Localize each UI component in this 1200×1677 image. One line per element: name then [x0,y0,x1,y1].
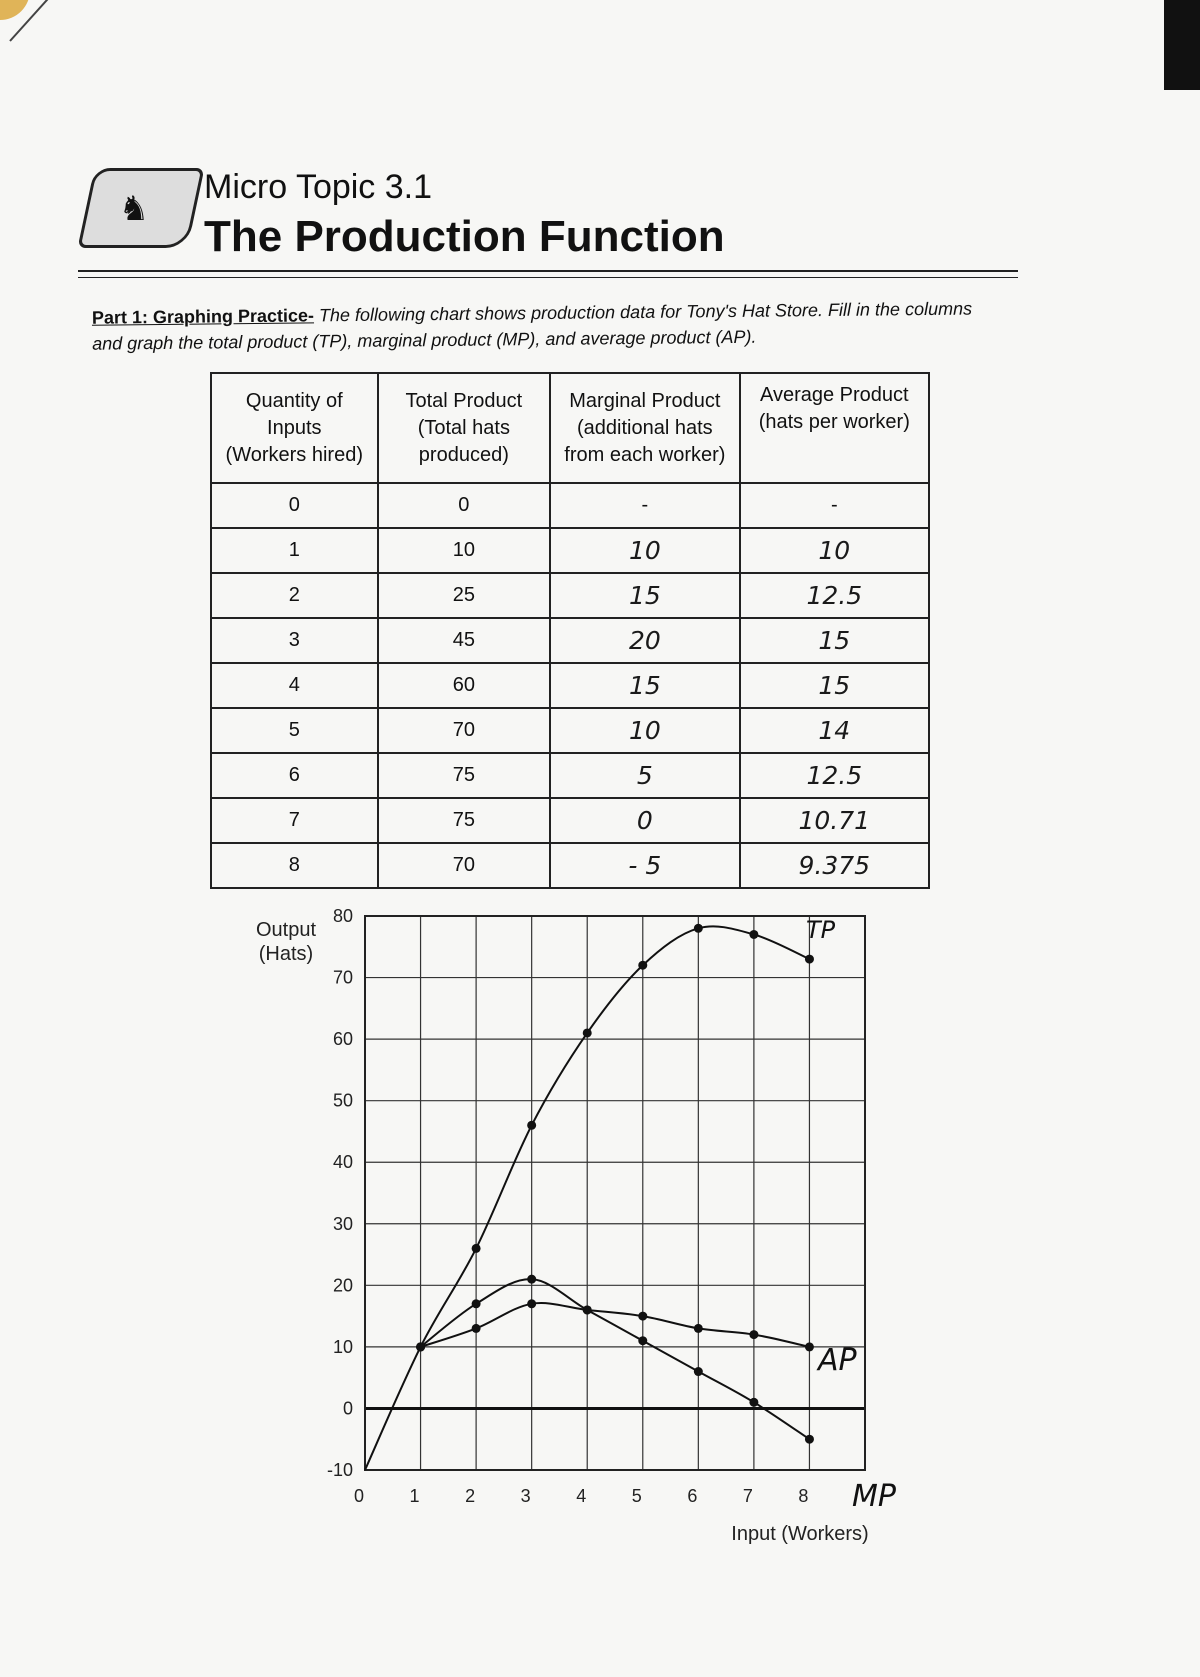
instructions [92,295,992,356]
header-line: produced) [418,443,509,466]
chart-ticks [327,906,808,1506]
header-line: Total Product [405,389,523,412]
cell-marginal-product[interactable]: 15 [550,663,739,708]
cell-average-product: - [740,483,929,528]
header-quantity-of-inputs [211,373,378,483]
topic-label: Micro Topic 3.1 [204,168,433,206]
cell-total-product: 75 [378,798,551,843]
y-tick-label: 80 [332,906,353,926]
table-header-row [211,373,929,483]
y-tick-label: 50 [332,1090,353,1111]
ap-data-point [638,1312,647,1321]
x-tick-label: 7 [742,1486,753,1506]
cell-average-product[interactable]: 10.71 [740,798,929,843]
tp-series-label: TP [806,916,836,944]
mp-data-point [472,1299,481,1308]
x-tick-label: 1 [409,1486,420,1506]
chart-series [365,924,814,1470]
mp-data-point [638,1336,647,1345]
cell-marginal-product[interactable]: 5 [550,753,739,798]
cell-average-product[interactable]: 9.375 [740,843,929,888]
cell-workers: 6 [211,753,378,798]
cell-total-product: 10 [378,528,551,573]
y-axis-title-line2: (Hats) [258,943,314,965]
x-tick-label: 8 [798,1486,809,1506]
cell-workers: 0 [211,483,378,528]
ap-data-point [694,1324,703,1333]
tp-data-point [638,961,647,970]
x-axis-title: Input (Workers) [731,1523,869,1545]
cell-average-product[interactable]: 12.5 [740,573,929,618]
cell-workers: 3 [211,618,378,663]
tp-data-point [749,930,758,939]
ap-series-label: AP [818,1343,857,1378]
cell-total-product: 60 [378,663,551,708]
y-tick-label: 0 [342,1398,353,1419]
corner-shadow-right [1164,0,1200,90]
cell-workers: 5 [211,708,378,753]
y-tick-label: -10 [326,1460,353,1480]
chart-grid [365,916,865,1470]
cell-total-product: 0 [378,483,551,528]
cell-average-product[interactable]: 15 [740,663,929,708]
plot-frame [365,916,865,1470]
x-tick-label: 0 [353,1486,365,1506]
ap-data-point [583,1305,592,1314]
tp-data-point [805,955,814,964]
cell-total-product: 45 [378,618,551,663]
y-tick-label: 10 [332,1336,353,1357]
header-total-product [378,373,551,483]
corner-shadow [0,0,30,20]
cell-average-product[interactable]: 12.5 [740,753,929,798]
mp-data-point [527,1275,536,1284]
table-row [211,843,929,888]
cell-workers: 7 [211,798,378,843]
header-line: Inputs [267,416,322,439]
cell-workers: 4 [211,663,378,708]
cell-workers: 2 [211,573,378,618]
mp-series-label: MP [852,1479,896,1514]
header-line: from each worker) [564,443,726,466]
table-row [211,708,929,753]
table-row [211,753,929,798]
tp-data-point [583,1028,592,1037]
header-line: (Workers hired) [225,443,363,466]
cell-marginal-product: - [550,483,739,528]
y-tick-label: 20 [332,1275,353,1296]
header-line: (Total hats [417,416,510,439]
x-tick-label: 2 [465,1486,476,1506]
cell-marginal-product[interactable]: 15 [550,573,739,618]
cell-average-product[interactable]: 15 [740,618,929,663]
y-tick-label: 70 [332,967,353,988]
mp-data-point [694,1367,703,1376]
cell-average-product[interactable]: 14 [740,708,929,753]
mustang-logo-icon [77,168,204,248]
tp-data-point [527,1121,536,1130]
ap-data-point [416,1342,425,1351]
mp-data-point [749,1398,758,1407]
cell-marginal-product[interactable]: 10 [550,708,739,753]
table-row [211,663,929,708]
mp-data-point [805,1435,814,1444]
header-line: (additional hats [577,416,713,439]
x-tick-label: 6 [687,1486,698,1506]
page-title: The Production Function [204,212,725,261]
horse-icon: ♞ [118,190,150,228]
instructions-lead: Part 1: Graphing Practice- [91,305,315,328]
tp-data-point [472,1244,481,1253]
production-table [210,372,930,889]
y-tick-label: 30 [332,1213,353,1234]
cell-workers: 1 [211,528,378,573]
header-divider [78,270,1018,278]
cell-average-product[interactable]: 10 [740,528,929,573]
cell-total-product: 70 [378,843,551,888]
cell-marginal-product[interactable]: 0 [550,798,739,843]
table-row [211,618,929,663]
header-line: Quantity of [245,389,343,412]
table-row [211,528,929,573]
table-row [211,798,929,843]
cell-marginal-product[interactable]: 10 [550,528,739,573]
table-row [211,573,929,618]
worksheet-header [86,160,1026,285]
header-line: (hats per worker) [758,411,910,433]
y-tick-label: 40 [332,1152,353,1173]
header-average-product [740,373,929,483]
table-row [211,483,929,528]
ap-data-point [805,1342,814,1351]
cell-total-product: 75 [378,753,551,798]
tp-data-point [694,924,703,933]
cell-total-product: 70 [378,708,551,753]
cell-marginal-product[interactable]: 20 [550,618,739,663]
production-chart [240,900,900,1550]
instructions-body: The following chart shows production data for Tony's Hat Store. Fill in the columns and graph the total product (TP), marginal product (MP), and average product (AP). [92,298,973,354]
y-axis-title-line1: Output [255,919,317,941]
x-tick-label: 4 [576,1486,587,1506]
header-line: Marginal Product [569,389,721,412]
x-tick-label: 5 [631,1486,642,1506]
ap-data-point [749,1330,758,1339]
x-tick-label: 3 [520,1486,531,1506]
cell-total-product: 25 [378,573,551,618]
ap-data-point [527,1299,536,1308]
ap-data-point [472,1324,481,1333]
header-line: Average Product [759,384,909,406]
cell-workers: 8 [211,843,378,888]
y-tick-label: 60 [332,1029,353,1050]
header-marginal-product [550,373,739,483]
cell-marginal-product[interactable]: - 5 [550,843,739,888]
